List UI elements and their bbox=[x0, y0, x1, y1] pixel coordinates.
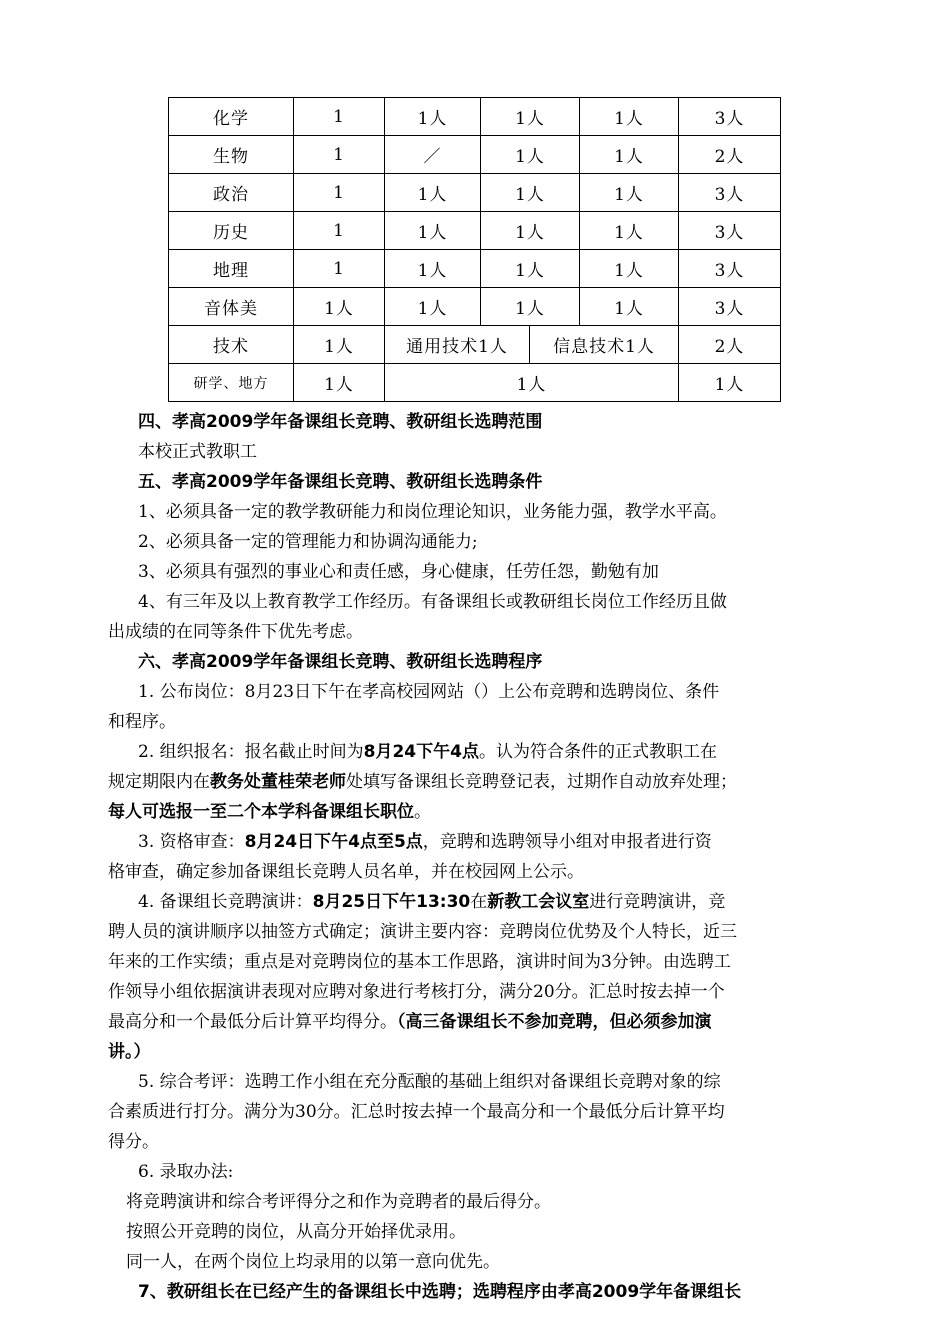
table-cell: 1 bbox=[294, 98, 385, 136]
procedure-3-text: 3. 资格审查： bbox=[138, 832, 245, 852]
table-cell: 3人 bbox=[679, 212, 781, 250]
procedure-2-text: 。认为符合条件的正式教职工在 bbox=[478, 742, 717, 762]
table-cell: 1人 bbox=[385, 288, 481, 326]
table-cell: 1人 bbox=[481, 288, 580, 326]
table-row bbox=[169, 288, 781, 326]
table-cell: 1人 bbox=[580, 174, 679, 212]
procedure-5-line-3: 得分。 bbox=[108, 1132, 159, 1152]
table-cell: 1人 bbox=[385, 212, 481, 250]
subject-cell: 政治 bbox=[169, 174, 294, 212]
table-cell: 1人 bbox=[481, 212, 580, 250]
admission-rule-2: 按照公开竞聘的岗位，从高分开始择优录用。 bbox=[126, 1222, 466, 1242]
section-heading-4: 四、孝高2009学年备课组长竞聘、教研组长选聘范围 bbox=[138, 412, 543, 432]
procedure-3-line-2: 格审查，确定参加备课组长竞聘人员名单，并在校园网上公示。 bbox=[108, 862, 584, 882]
table-cell: 3人 bbox=[679, 98, 781, 136]
table-row bbox=[169, 364, 781, 402]
senior-note-emphasis: （高三备课组长不参加竞聘，但必须参加演 bbox=[397, 1012, 712, 1032]
table-cell: 1人 bbox=[481, 136, 580, 174]
speech-time-emphasis: 8月25日下午13:30 bbox=[312, 892, 471, 912]
table-cell: 1人 bbox=[580, 212, 679, 250]
procedure-2-text: 。 bbox=[414, 802, 431, 822]
table-cell: 1人 bbox=[679, 364, 781, 402]
table-cell: 1 bbox=[294, 174, 385, 212]
procedure-4-text: 在 bbox=[470, 892, 488, 912]
section-heading-7: 7、教研组长在已经产生的备课组长中选聘；选聘程序由孝高2009学年备课组长 bbox=[138, 1282, 742, 1302]
condition-4-line-1: 4、有三年及以上教育教学工作经历。有备课组长或教研组长岗位工作经历且做 bbox=[138, 592, 727, 612]
procedure-4-text: 最高分和一个最低分后计算平均得分。 bbox=[108, 1012, 397, 1032]
subject-cell: 音体美 bbox=[169, 288, 294, 326]
table-row bbox=[169, 326, 781, 364]
table-cell: 1人 bbox=[385, 98, 481, 136]
deadline-emphasis: 8月24下午4点 bbox=[363, 742, 479, 762]
table-cell: 1 bbox=[294, 250, 385, 288]
table-cell: 1人 bbox=[580, 250, 679, 288]
table-row bbox=[169, 174, 781, 212]
table-cell: 1人 bbox=[580, 136, 679, 174]
table-cell: 3人 bbox=[679, 250, 781, 288]
subject-cell: 地理 bbox=[169, 250, 294, 288]
table-cell: 3人 bbox=[679, 174, 781, 212]
section-heading-5: 五、孝高2009学年备课组长竞聘、教研组长选聘条件 bbox=[138, 472, 543, 492]
procedure-5-line-2: 合素质进行打分。满分为30分。汇总时按去掉一个最高分和一个最低分后计算平均 bbox=[108, 1102, 725, 1122]
subject-cell: 生物 bbox=[169, 136, 294, 174]
condition-4-line-2: 出成绩的在同等条件下优先考虑。 bbox=[108, 622, 363, 642]
table-cell: 1人 bbox=[580, 288, 679, 326]
subject-cell: 技术 bbox=[169, 326, 294, 364]
procedure-3-line-1 bbox=[138, 827, 858, 857]
procedure-4-line-2: 聘人员的演讲顺序以抽签方式确定；演讲主要内容：竞聘岗位优势及个人特长，近三 bbox=[108, 922, 737, 942]
procedure-4-line-3: 年来的工作实绩；重点是对竞聘岗位的基本工作思路，演讲时间为3分钟。由选聘工 bbox=[108, 952, 731, 972]
table-row bbox=[169, 250, 781, 288]
table-cell: 1 bbox=[294, 212, 385, 250]
procedure-1-line-2: 和程序。 bbox=[108, 712, 176, 732]
positions-table bbox=[168, 97, 781, 402]
section-4-text: 本校正式教职工 bbox=[138, 442, 257, 462]
speech-location-emphasis: 新教工会议室 bbox=[487, 892, 590, 912]
condition-3: 3、必须具有强烈的事业心和责任感，身心健康，任劳任怨，勤勉有加 bbox=[138, 562, 659, 582]
section-heading-6: 六、孝高2009学年备课组长竞聘、教研组长选聘程序 bbox=[138, 652, 543, 672]
admission-rule-3: 同一人，在两个岗位上均录用的以第一意向优先。 bbox=[126, 1252, 500, 1272]
review-time-emphasis: 8月24日下午4点至5点 bbox=[244, 832, 423, 852]
procedure-4-line-1 bbox=[138, 887, 858, 917]
condition-2: 2、必须具备一定的管理能力和协调沟通能力; bbox=[138, 532, 478, 552]
procedure-2-line-1 bbox=[138, 737, 858, 767]
procedure-2-line-2 bbox=[108, 767, 858, 797]
subject-cell: 历史 bbox=[169, 212, 294, 250]
procedure-2-text: 处填写备课组长竞聘登记表，过期作自动放弃处理； bbox=[346, 772, 737, 792]
table-cell: 3人 bbox=[679, 288, 781, 326]
senior-note-emphasis-end: 讲。） bbox=[108, 1042, 151, 1062]
document-body bbox=[108, 407, 858, 1307]
table-cell: 1人 bbox=[481, 174, 580, 212]
table-cell: 1人 bbox=[385, 250, 481, 288]
table-cell: 1人 bbox=[385, 364, 679, 402]
procedure-5-line-1: 5. 综合考评：选聘工作小组在充分酝酿的基础上组织对备课组长竞聘对象的综 bbox=[138, 1072, 721, 1092]
table-cell: 通用技术1人 bbox=[385, 326, 530, 364]
table-row bbox=[169, 98, 781, 136]
table-cell: 1人 bbox=[580, 98, 679, 136]
table-cell: 2人 bbox=[679, 136, 781, 174]
table-cell: ／ bbox=[385, 136, 481, 174]
procedure-2-text: 2. 组织报名：报名截止时间为 bbox=[138, 742, 364, 762]
subject-cell: 研学、地方 bbox=[169, 364, 294, 402]
table-cell: 1人 bbox=[294, 326, 385, 364]
procedure-2-text: 规定期限内在 bbox=[108, 772, 210, 792]
procedure-4-line-4: 作领导小组依据演讲表现对应聘对象进行考核打分，满分20分。汇总时按去掉一个 bbox=[108, 982, 725, 1002]
table-cell: 1人 bbox=[294, 364, 385, 402]
procedure-4-line-5 bbox=[108, 1007, 858, 1037]
contact-emphasis: 教务处董桂荣老师 bbox=[210, 772, 346, 792]
table-row bbox=[169, 136, 781, 174]
procedure-3-text: ，竞聘和选聘领导小组对申报者进行资 bbox=[422, 832, 712, 852]
procedure-4-line-6 bbox=[108, 1037, 858, 1067]
table-cell: 2人 bbox=[679, 326, 781, 364]
subject-cell: 化学 bbox=[169, 98, 294, 136]
table-cell: 1 bbox=[294, 136, 385, 174]
table-row bbox=[169, 212, 781, 250]
procedure-4-text: 4. 备课组长竞聘演讲： bbox=[138, 892, 313, 912]
condition-1: 1、必须具备一定的教学教研能力和岗位理论知识，业务能力强，教学水平高。 bbox=[138, 502, 727, 522]
procedure-2-line-3 bbox=[108, 797, 858, 827]
table-cell: 1人 bbox=[481, 98, 580, 136]
procedure-1-line-1: 1. 公布岗位：8月23日下午在孝高校园网站（）上公布竞聘和选聘岗位、条件 bbox=[138, 682, 720, 702]
table-cell: 1人 bbox=[385, 174, 481, 212]
table-cell: 1人 bbox=[294, 288, 385, 326]
procedure-4-text: 进行竞聘演讲，竞 bbox=[589, 892, 726, 912]
selection-limit-emphasis: 每人可选报一至二个本学科备课组长职位 bbox=[108, 802, 414, 822]
table-cell: 信息技术1人 bbox=[530, 326, 679, 364]
admission-rule-1: 将竞聘演讲和综合考评得分之和作为竞聘者的最后得分。 bbox=[126, 1192, 551, 1212]
table-cell: 1人 bbox=[481, 250, 580, 288]
procedure-6: 6. 录取办法: bbox=[138, 1162, 234, 1182]
